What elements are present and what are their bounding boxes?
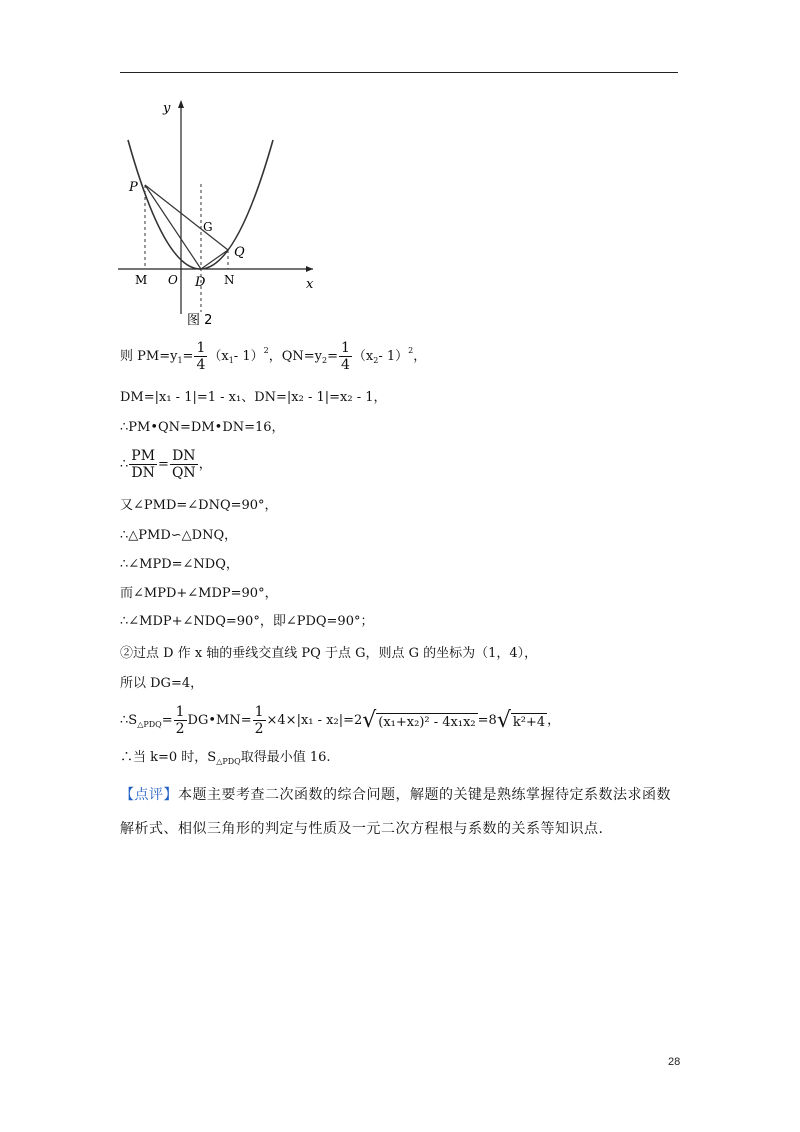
radicand: k²+4: [512, 714, 546, 730]
text: ，: [198, 456, 212, 472]
line-ratios: [120, 448, 212, 481]
numerator: 1: [254, 704, 264, 720]
review-paragraph: [120, 778, 680, 846]
label-n: N: [224, 273, 235, 287]
superscript: 2: [408, 345, 414, 355]
segment-pd: [145, 185, 201, 269]
label-p: P: [129, 180, 138, 195]
subscript: 2: [373, 355, 379, 365]
review-text: 本题主要考查二次函数的综合问题，解题的关键是熟练掌握待定系数法求函数解析式、相似三角形的判定与性质及一元二次方程根与系数的关系等知识点.: [120, 787, 671, 837]
subscript: 2: [321, 355, 328, 365]
text: ，: [547, 712, 561, 728]
therefore: ∴: [120, 456, 129, 472]
fraction: [253, 704, 266, 737]
fraction: [194, 340, 207, 373]
subscript: △PDQ: [216, 757, 241, 766]
line-dm-dn: DM=|x₁ - 1|=1 - x₁、DN=|x₂ - 1|=x₂ - 1，: [120, 390, 387, 405]
segment-dq: [201, 250, 228, 269]
label-o: O: [168, 273, 178, 287]
text: =: [158, 456, 169, 472]
review-tag: 【点评】: [120, 787, 178, 803]
label-q: Q: [234, 245, 245, 260]
text: - 1）: [378, 348, 409, 364]
numerator: DN: [172, 448, 196, 464]
line-minimum: [120, 748, 331, 768]
radical-sign: √: [362, 707, 377, 733]
subscript: 1: [177, 355, 183, 365]
text: 取得最小值 16.: [240, 750, 331, 765]
line-mpd-ndq: ∴∠MPD=∠NDQ，: [120, 557, 239, 572]
square-root: [496, 707, 547, 733]
text: =: [161, 712, 173, 728]
text: =: [182, 348, 194, 364]
line-point-g: ②过点 D 作 x 轴的垂线交直线 PQ 于点 G，则点 G 的坐标为（1，4），: [120, 646, 538, 661]
numerator: 1: [196, 340, 206, 356]
text: ，: [413, 348, 427, 364]
denominator: 2: [175, 721, 185, 737]
page-number: 28: [668, 1056, 681, 1068]
numerator: PM: [131, 448, 156, 464]
text: （x: [352, 348, 374, 364]
label-m: M: [135, 273, 148, 287]
numerator: 1: [175, 704, 185, 720]
denominator: 4: [340, 357, 350, 373]
label-d: D: [195, 275, 206, 290]
text: （x: [208, 348, 229, 364]
text: ，QN=y: [268, 348, 322, 364]
header-rule: [120, 72, 678, 73]
subscript: 1: [228, 355, 234, 365]
denominator: DN: [131, 465, 155, 481]
line-pdq-90: ∴∠MDP+∠NDQ=90°，即∠PDQ=90°；: [120, 614, 374, 629]
y-axis-arrow: [178, 100, 184, 108]
text: ∴当 k=0 时，S: [120, 750, 217, 765]
segment-pq: [145, 185, 228, 250]
line-angles-equal: 又∠PMD=∠DNQ=90°，: [120, 498, 278, 513]
text: =8: [477, 712, 497, 728]
text: - 1）: [233, 348, 264, 364]
denominator: QN: [171, 465, 196, 481]
label-x: x: [306, 277, 314, 292]
fraction: [174, 704, 187, 737]
line-product: ∴PM•QN=DM•DN=16，: [120, 420, 285, 435]
line-sum-90: 而∠MPD+∠MDP=90°，: [120, 586, 278, 601]
fraction: [170, 448, 198, 481]
radical-sign: √: [496, 707, 511, 733]
parabola-figure: [118, 92, 318, 332]
fraction: [129, 448, 157, 481]
text: DG•MN=: [187, 712, 252, 728]
subscript: △PDQ: [137, 719, 162, 729]
denominator: 4: [196, 357, 206, 373]
line-similar: ∴△PMD∽△DNQ，: [120, 528, 238, 543]
line-pm-qn: [120, 340, 426, 373]
label-y: y: [163, 101, 171, 116]
line-dg: 所以 DG=4，: [120, 676, 204, 691]
text: 则 PM=y: [120, 348, 178, 364]
line-area: [120, 704, 560, 737]
superscript: 2: [263, 345, 269, 355]
text: =: [327, 348, 338, 364]
square-root: [362, 707, 477, 733]
radicand: (x₁+x₂)² - 4x₁x₂: [378, 714, 476, 730]
figure-caption: 图 2: [187, 313, 213, 328]
fraction: [339, 340, 352, 373]
text: ×4×|x₁ - x₂|=2: [266, 712, 363, 728]
text: ∴S: [120, 712, 138, 728]
denominator: 2: [254, 721, 264, 737]
numerator: 1: [340, 340, 350, 356]
x-axis-arrow: [306, 266, 313, 272]
label-g: G: [203, 220, 213, 234]
